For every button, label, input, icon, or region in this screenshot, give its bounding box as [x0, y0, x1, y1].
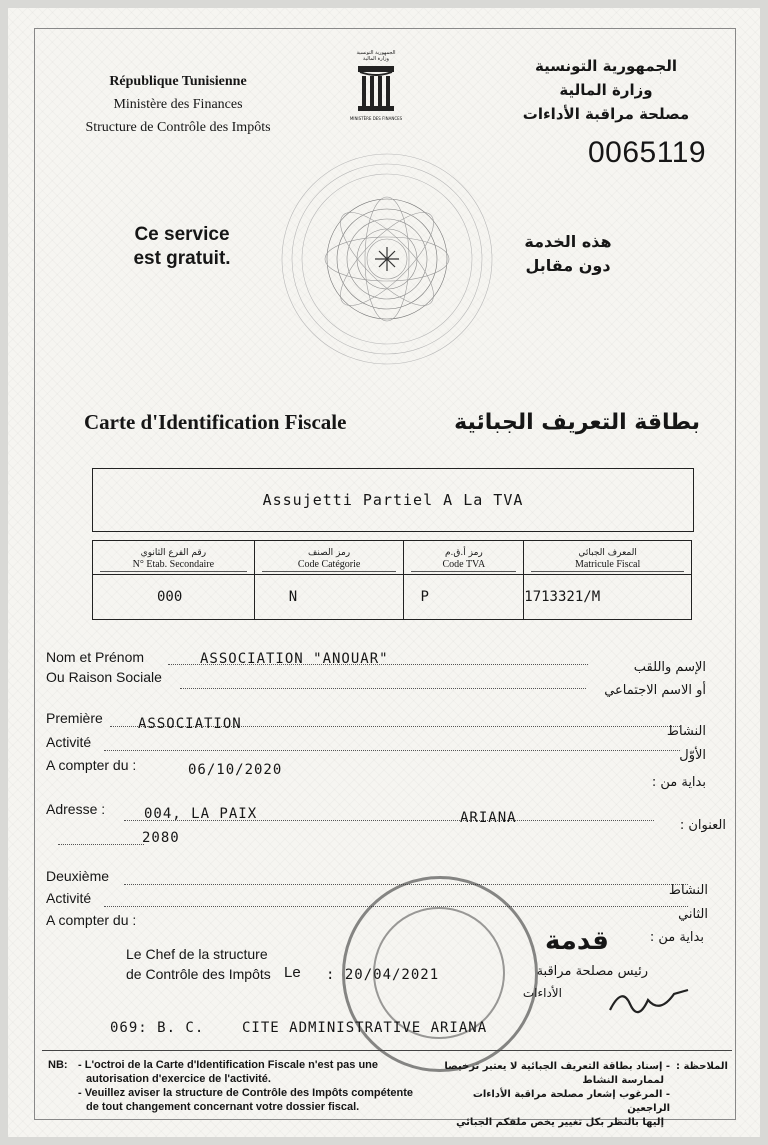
nom-dots-2 [180, 688, 586, 689]
adresse-label-fr: Adresse : [46, 801, 106, 817]
value-matricule: 1713321/M [524, 575, 692, 620]
chef-fr-2: de Contrôle des Impôts [126, 966, 271, 982]
activite1-value: ASSOCIATION [138, 716, 242, 732]
adresse-value-city: ARIANA [460, 810, 517, 826]
signature-date: : 20/04/2021 [326, 967, 440, 983]
value-categorie: N [254, 575, 404, 620]
chef-ar-2: الأداءات [522, 986, 562, 1000]
note-fr-3: - Veuillez aviser la structure de Contrôle des Impôts compétente [78, 1087, 413, 1099]
document-sheet [8, 8, 760, 1137]
date2-label-ar: بداية من : [649, 930, 704, 945]
free-service-fr-1: Ce service [134, 224, 230, 245]
note-fr-nb: NB: [48, 1059, 68, 1071]
adresse-value-zip: 2080 [142, 830, 180, 846]
codes-header-row [93, 541, 692, 575]
header-tva: رمز أ.ق.م Code TVA [404, 541, 524, 575]
free-service-fr [112, 223, 252, 271]
activite1-label-ar-1: النشاط [666, 724, 706, 739]
activite1-label-fr-1: Première [46, 710, 103, 726]
column-logo-icon [356, 64, 396, 114]
nom-value: ASSOCIATION "ANOUAR" [200, 651, 389, 667]
header-matricule: المعرف الجبائي Matricule Fiscal [524, 541, 692, 575]
header-fr-ministry: Ministère des Finances [113, 97, 243, 112]
tax-status: Assujetti Partiel A La TVA [262, 491, 524, 509]
notes-fr [48, 1058, 428, 1114]
activite1-label-ar-2: الأوّل [679, 748, 706, 763]
note-ar-3: - المرغوب إشعار مصلحة مراقبة الأداءات الراجعين [472, 1089, 670, 1114]
free-service-fr-2: est gratuit. [133, 248, 231, 269]
guilloche-rosette [276, 143, 498, 375]
activite2-label-ar-2: الثاني [678, 907, 708, 922]
header-fr-structure: Structure de Contrôle des Impôts [85, 120, 271, 135]
header-ar-country: الجمهورية التونسية [535, 57, 677, 75]
official-stamp [342, 876, 538, 1072]
note-ar-row-1 [428, 1060, 728, 1074]
nom-label-ar-1: الإسم واللقب [633, 660, 706, 675]
note-ar-1: - إسناد بطاقة التعريف الجبائية لا يعتبر ترخيصا [444, 1061, 671, 1072]
note-ar-2: لممارسة النشاط [582, 1075, 664, 1086]
nom-label-fr-2: Ou Raison Sociale [46, 669, 162, 685]
chef-fr-1: Le Chef de la structure [126, 946, 268, 962]
tax-status-box [92, 468, 694, 532]
note-fr-1: - L'octroi de la Carte d'Identification Fiscale n'est pas une [78, 1059, 379, 1071]
free-service-ar-1: هذه الخدمة [524, 232, 612, 251]
adresse-dots-2 [58, 844, 144, 845]
free-service-ar [508, 230, 628, 278]
card-title-ar: بطاقة التعريف الجبائية [454, 410, 700, 435]
chef-ar-1: رئيس مصلحة مراقبة [536, 964, 648, 979]
value-etab: 000 [93, 575, 255, 620]
nom-label-ar-2: أو الاسم الاجتماعي [604, 683, 706, 698]
note-ar-4: إليها بالنظر بكل تغيير يخص ملفكم الجبائي [456, 1117, 664, 1128]
note-fr-row-1 [48, 1058, 428, 1072]
header-fr-country: République Tunisienne [109, 74, 247, 89]
header-ar [508, 54, 704, 126]
activite2-label-fr-1: Deuxième [46, 868, 110, 884]
activite2-label-fr-2: Activité [46, 890, 92, 906]
notes-ar [428, 1060, 728, 1130]
header-ar-structure: مصلحة مراقبة الأداءات [522, 105, 690, 123]
handwritten-signature [604, 980, 694, 1022]
note-ar-title: الملاحظة : [676, 1061, 728, 1072]
activite1-dots-2 [104, 750, 680, 751]
le-label: Le [284, 964, 301, 981]
activite1-label-fr-2: Activité [46, 734, 92, 750]
document-number: 0065119 [588, 136, 707, 169]
header-categorie: رمز الصنف Code Catégorie [254, 541, 404, 575]
ministry-logo [346, 50, 406, 132]
codes-value-row [93, 575, 692, 620]
date1-label-ar: بداية من : [651, 775, 706, 790]
logo-text-fr: MINISTÈRE DES FINANCES [349, 116, 403, 121]
date1-label-fr: A compter du : [46, 757, 137, 773]
adresse-label-ar: العنوان : [679, 818, 726, 833]
date2-label-fr: A compter du : [46, 912, 137, 928]
adresse-value-line1: 004, LA PAIX [144, 806, 258, 822]
office-line: 069: B. C. CITE ADMINISTRATIVE ARIANA [110, 1020, 488, 1036]
free-service-ar-2: دون مقابل [525, 256, 611, 275]
note-fr-4: de tout changement concernant votre dossier fiscal. [86, 1101, 360, 1113]
header-etab: رقم الفرع الثانوي N° Etab. Secondaire [93, 541, 255, 575]
note-fr-2: autorisation d'exercice de l'activité. [86, 1073, 271, 1085]
signer-name-stamp: قدمة [545, 926, 609, 956]
value-tva: P [404, 575, 524, 620]
logo-text-ar-2: وزارة المالية [363, 56, 389, 62]
codes-table [92, 540, 692, 620]
logo-text-ar-1: الجمهورية التونسية [356, 50, 396, 56]
activite2-label-ar-1: النشاط [668, 883, 708, 898]
notes-separator [42, 1050, 732, 1051]
date1-value: 06/10/2020 [188, 762, 283, 778]
header-ar-ministry: وزارة المالية [559, 81, 653, 99]
header-fr [58, 70, 298, 139]
card-title-fr: Carte d'Identification Fiscale [84, 410, 347, 434]
nom-label-fr-1: Nom et Prénom [46, 649, 145, 665]
